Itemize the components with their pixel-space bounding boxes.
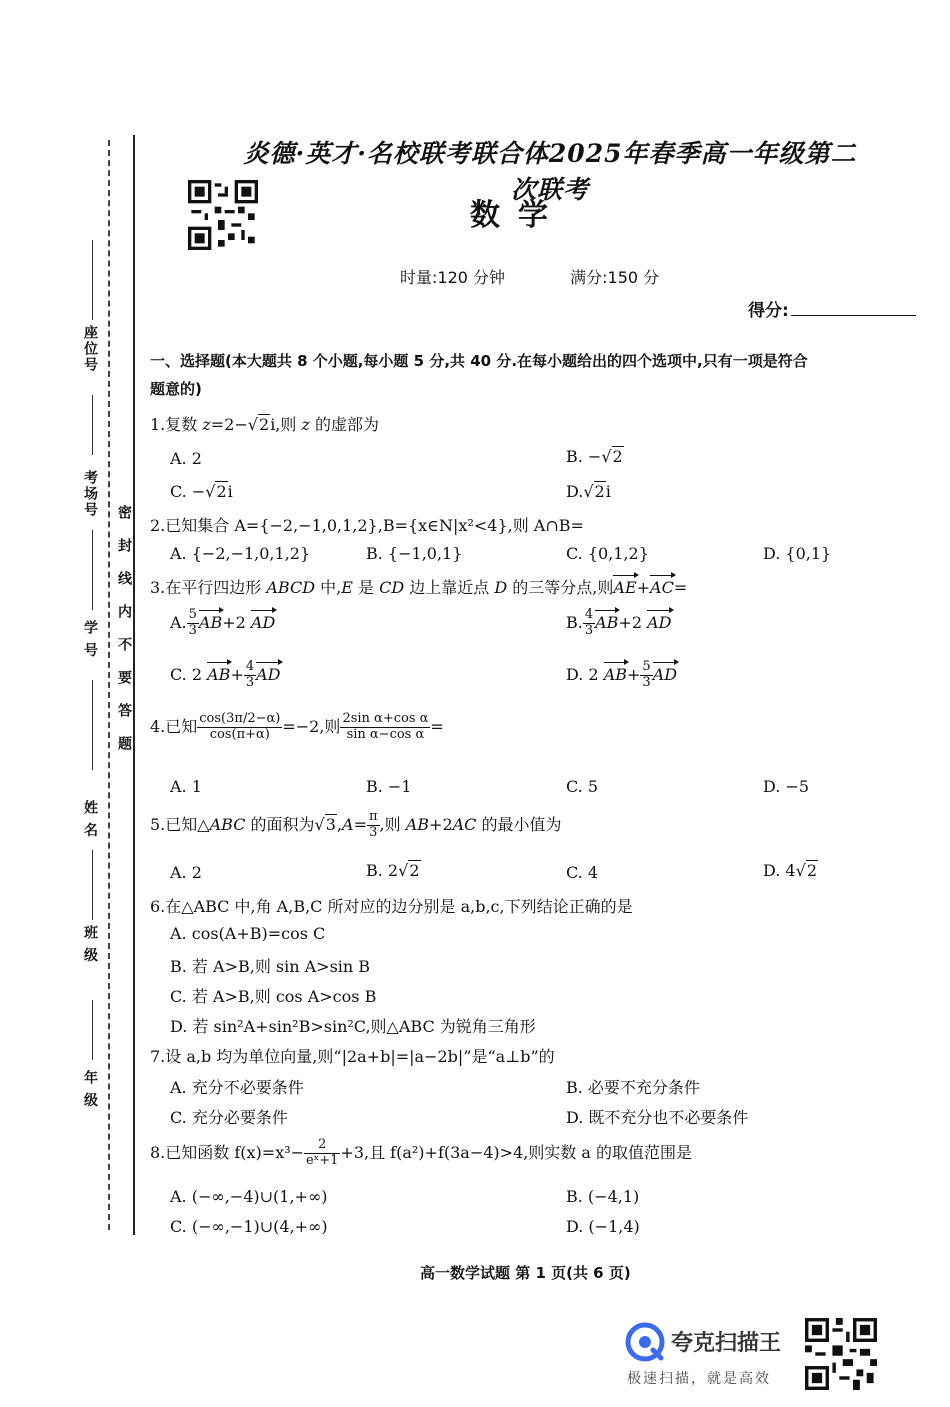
name-line <box>92 680 93 770</box>
seat-no-label: 座位号 <box>82 325 98 373</box>
q3-option-c[interactable]: C. 2 AB+ $\frac{4}{3}$ AD <box>170 659 281 690</box>
watermark-name: 夸克扫描王 <box>671 1331 782 1356</box>
grade-label: 年 级 <box>82 1070 98 1109</box>
class-line <box>92 850 93 920</box>
score-label: 得分: <box>748 301 789 321</box>
q6-option-d[interactable]: D. 若 sin²A+sin²B>sin²C,则△ABC 为锐角三角形 <box>170 1017 536 1036</box>
seal-dashed-line <box>108 140 110 1230</box>
q5-option-c[interactable]: C. 4 <box>566 863 599 882</box>
exam-info <box>400 265 719 288</box>
question-8: 8.已知函数 f(x)=x³− $\frac{2}{\text{eˣ+1}}$ +3,且 f(a²)+f(3a−4)>4,则实数 a 的取值范围是 <box>150 1137 693 1168</box>
student-no-label: 学 号 <box>82 620 98 659</box>
q4-option-a[interactable]: A. 1 <box>170 777 202 796</box>
seal-warning: 密封线内不要答题 <box>116 505 132 769</box>
q4-option-c[interactable]: C. 5 <box>566 777 599 796</box>
subject-title: 数学 <box>470 198 566 233</box>
score-field <box>748 296 916 321</box>
question-1: 1.复数 z=2−√2i,则 z 的虚部为 <box>150 415 380 434</box>
q5-option-d[interactable]: D. 4√2 <box>763 861 817 880</box>
q8-option-d[interactable]: D. (−1,4) <box>566 1217 640 1236</box>
q3-option-a[interactable]: A. $\frac{5}{3}$ AB+2 AD <box>170 607 276 638</box>
section-heading-line1: 一、选择题(本大题共 8 个小题,每小题 5 分,共 40 分.在每小题给出的四个选项中,只有一项是符合 <box>150 352 808 370</box>
q7-option-d[interactable]: D. 既不充分也不必要条件 <box>566 1108 749 1127</box>
grade-line <box>92 1000 93 1060</box>
score-blank[interactable] <box>791 302 916 316</box>
section-heading-line2: 题意的) <box>150 380 202 398</box>
q1-option-d[interactable]: D.√2i <box>566 482 611 501</box>
q4-option-b[interactable]: B. −1 <box>366 777 412 796</box>
quark-logo-icon <box>625 1322 665 1362</box>
question-6: 6.在△ABC 中,角 A,B,C 所对应的边分别是 a,b,c,下列结论正确的是 <box>150 897 633 916</box>
q8-option-b[interactable]: B. (−4,1) <box>566 1187 640 1206</box>
q5-option-a[interactable]: A. 2 <box>170 863 202 882</box>
q8-option-a[interactable]: A. (−∞,−4)∪(1,+∞) <box>170 1187 328 1206</box>
question-2: 2.已知集合 A={−2,−1,0,1,2},B={x∈N|x²<4},则 A∩B= <box>150 516 584 535</box>
room-no-line <box>92 395 93 455</box>
question-4: 4.已知 $\frac{\cos(3\pi/2-\alpha)}{\cos(\pi+\alpha)}$ =−2,则 $\frac{\text{2sin α+cos α}}{\text{sin α−cos α}}$ = <box>150 711 444 742</box>
q3-option-b[interactable]: B. $\frac{4}{3}$ AB+2 AD <box>566 607 672 638</box>
full-score: 满分:150 分 <box>570 268 660 287</box>
time-limit: 时量:120 分钟 <box>400 268 506 287</box>
q1-option-b[interactable]: B. −√2 <box>566 447 623 466</box>
q6-option-a[interactable]: A. cos(A+B)=cos C <box>170 924 326 943</box>
section-heading <box>150 345 920 401</box>
q6-option-c[interactable]: C. 若 A>B,则 cos A>cos B <box>170 987 377 1006</box>
name-label: 姓 名 <box>82 800 98 839</box>
class-label: 班 级 <box>82 925 98 964</box>
qr-code-icon <box>805 1318 877 1390</box>
q3-option-d[interactable]: D. 2 AB+ $\frac{5}{3}$ AD <box>566 659 678 690</box>
q7-option-a[interactable]: A. 充分不必要条件 <box>170 1078 304 1097</box>
q2-option-b[interactable]: B. {−1,0,1} <box>366 544 463 563</box>
student-no-line <box>92 530 93 610</box>
exam-title: 炎德·英才·名校联考联合体2025年春季高一年级第二次联考 <box>243 139 857 204</box>
q2-option-a[interactable]: A. {−2,−1,0,1,2} <box>170 544 311 563</box>
q2-option-c[interactable]: C. {0,1,2} <box>566 544 649 563</box>
watermark-slogan: 极速扫描，就是高效 <box>627 1371 771 1387</box>
qr-code-icon <box>188 180 258 250</box>
q6-option-b[interactable]: B. 若 A>B,则 sin A>sin B <box>170 957 371 976</box>
q4-option-d[interactable]: D. −5 <box>763 777 810 796</box>
page-footer: 高一数学试题 第 1 页(共 6 页) <box>420 1264 631 1282</box>
question-3: 3.在平行四边形 ABCD 中,E 是 CD 边上靠近点 D 的三等分点,则AE+AC= <box>150 578 688 597</box>
q8-option-c[interactable]: C. (−∞,−1)∪(4,+∞) <box>170 1217 328 1236</box>
q1-option-a[interactable]: A. 2 <box>170 449 202 468</box>
q2-option-d[interactable]: D. {0,1} <box>763 544 832 563</box>
question-7: 7.设 a,b 均为单位向量,则“|2a+b|=|a−2b|”是“a⊥b”的 <box>150 1047 555 1066</box>
binding-margin <box>0 0 140 1250</box>
seat-no-line <box>92 240 93 320</box>
q5-option-b[interactable]: B. 2√2 <box>366 861 420 880</box>
room-no-label: 考场号 <box>82 470 98 518</box>
question-5: 5.已知△ABC 的面积为√3,A= $\frac{\pi}{3}$ ,则 AB+2AC 的最小值为 <box>150 809 562 840</box>
q7-option-b[interactable]: B. 必要不充分条件 <box>566 1078 700 1097</box>
q7-option-c[interactable]: C. 充分必要条件 <box>170 1108 288 1127</box>
q1-option-c[interactable]: C. −√2i <box>170 482 233 501</box>
